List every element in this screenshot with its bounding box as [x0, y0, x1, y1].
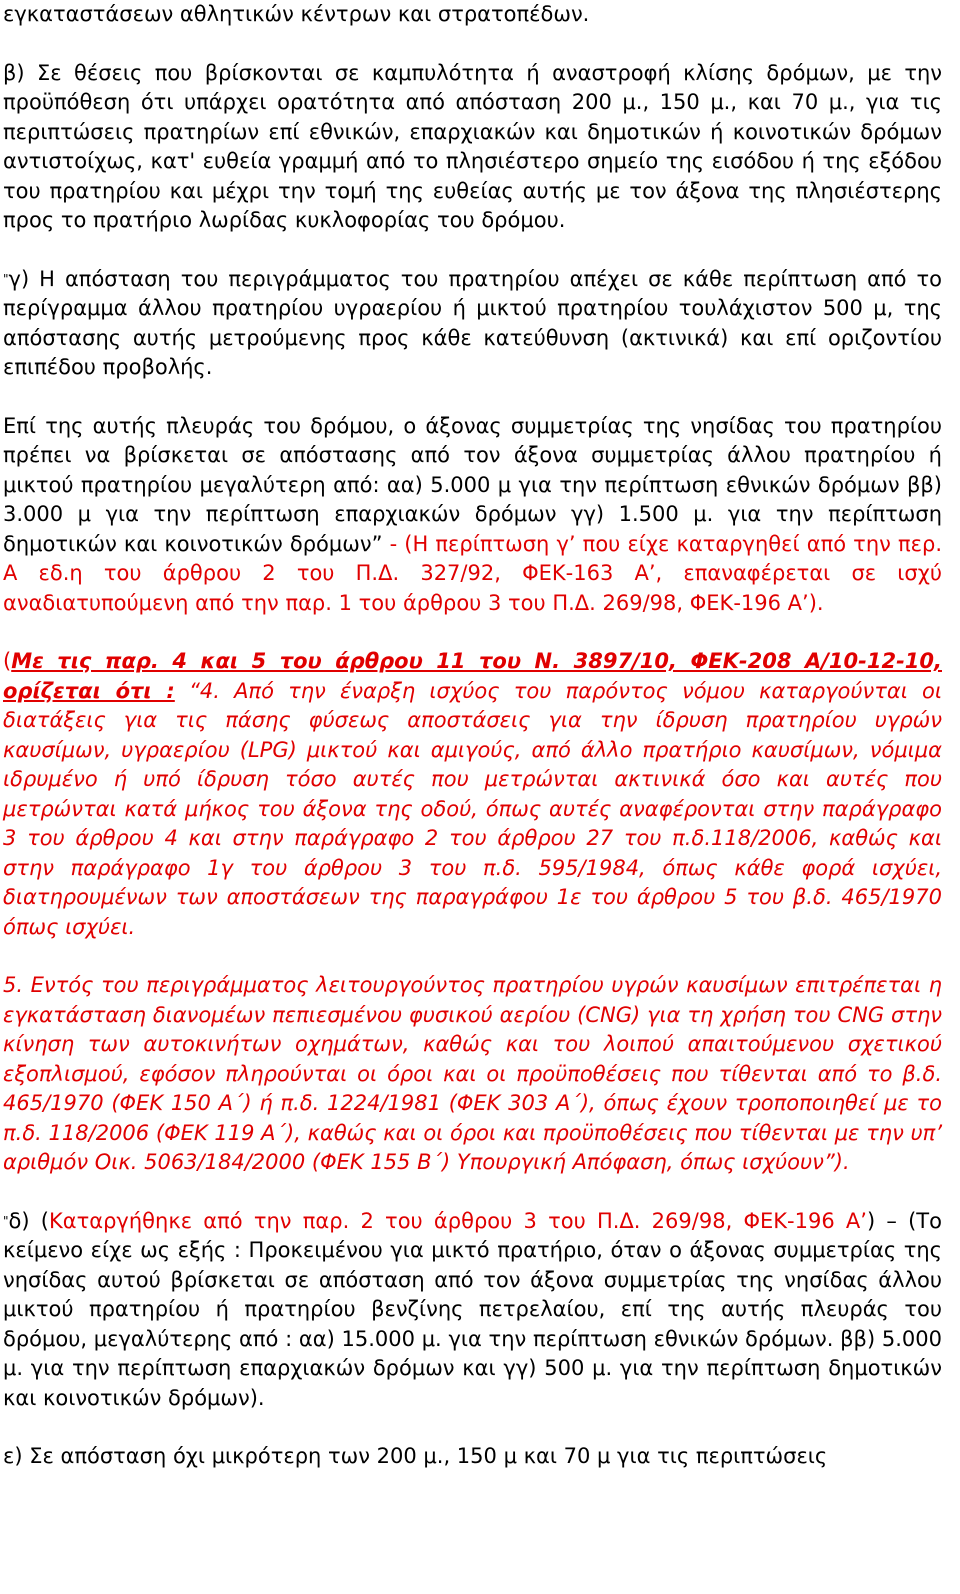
text-line-intro [3, 0, 942, 30]
paragraph-d-text: ) – (Το κείμενο είχε ως εξής : Προκειμένου για μικτό πρατήριο, όταν ο άξονας συμμετρίας της νησίδας αυτού βρίσκεται σε απόσταση από τον άξονα συμμετρίας της νησίδας άλλου μικτού πρατηρίου ή πρατηρίου βενζίνης πετρελαίου, επί της αυτής πλευράς του δρόμου, μεγαλύτερης από : αα) 15.000 μ. για την περίπτωση εθνικών δρόμων. ββ) 5.000 μ. για την περίπτωση επαρχιακών δρόμων και γγ) 500 μ. για την περίπτωση δημοτικών και κοινοτικών δρόμων). [3, 1208, 942, 1410]
paragraph-d-repeal-note: Καταργήθηκε από την παρ. 2 του άρθρου 3 του Π.Δ. 269/98, ΦΕΚ-196 Α’ [49, 1208, 867, 1233]
paragraph-gap [3, 942, 942, 971]
law-3897-paragraph-5 [3, 971, 942, 1178]
paragraph-gap [3, 1178, 942, 1207]
paragraph-d-prefix: δ) ( [8, 1208, 49, 1233]
paragraph-gap [3, 1413, 942, 1442]
paragraph-c [3, 265, 942, 383]
paragraph-b-text: β) Σε θέσεις που βρίσκονται σε καμπυλότητα ή αναστροφή κλίσης δρόμων, με την προϋπόθεση ότι υπάρχει ορατότητα από απόσταση 200 μ., 150 μ., και 70 μ., για τις περιπτώσεις πρατηρίων επί εθνικών, επαρχιακών και δημοτικών ή κοινοτικών δρόμων αντιστοίχως, κατ' ευθεία γραμμή από το πλησιέστερο σημείο της εισόδου ή της εξόδου του πρατηρίου και μέχρι την τομή της ευθείας αυτής με τον άξονα της πλησιέστερης προς το πρατήριο λωρίδας κυκλοφορίας του δρόμου. [3, 60, 942, 232]
paragraph-gap [3, 30, 942, 59]
same-side-amendment-note: - (Η περίπτωση γ’ που είχε καταργηθεί από την περ. Α εδ.η του άρθρου 2 του Π.Δ. 327/92, ΦΕΚ-163 Α’, επαναφέρεται σε ισχύ αναδιατυπούμενη από την παρ. 1 του άρθρου 3 του Π.Δ. 269/98, ΦΕΚ-196 Α’). [3, 531, 942, 615]
paragraph-e [3, 1442, 942, 1472]
paragraph-e-text: ε) Σε απόσταση όχι μικρότερη των 200 μ., 150 μ και 70 μ για τις περιπτώσεις [3, 1444, 828, 1468]
same-side-text: Επί της αυτής πλευράς του δρόμου, ο άξονας συμμετρίας της νησίδας του πρατηρίου πρέπει να βρίσκεται σε απόστασης από τον άξονα συμμετρίας άλλου πρατηρίου ή μικτού πρατηρίου μεγαλύτερη από: αα) 5.000 μ για την περίπτωση εθνικών δρόμων ββ) 3.000 μ για την περίπτωση επαρχιακών δρόμων γγ) 1.500 μ. για την περίπτωση δημοτικών και κοινοτικών δρόμων” [3, 413, 942, 556]
paragraph-d [3, 1207, 942, 1414]
paragraph-gap [3, 236, 942, 265]
law-paragraph-4-text: “4. Από την έναρξη ισχύος του παρόντος νόμου καταργούνται οι διατάξεις για τις πάσης φύσεως αποστάσεις για την ίδρυση πρατηρίου υγρών καυσίμων, υγραερίου (LPG) μικτού και αμιγούς, από άλλο πρατήριο καυσίμων, νόμιμα ιδρυμένο ή υπό ίδρυση τόσο αυτές που μετρώνται ακτινικά όσο και αυτές που μετρώνται κατά μήκος του άξονα της οδού, όπως αυτές αναφέρονται στην παράγραφο 3 του άρθρου 4 και στην παράγραφο 2 του άρθρου 27 του π.δ.118/2006, καθώς και στην παράγραφο 1γ του άρθρου 3 του π.δ. 595/1984, όπως κάθε φορά ισχύει, διατηρουμένων των αποστάσεων της παραγράφου 1ε του άρθρου 5 του β.δ. 465/1970 όπως ισχύει. [3, 678, 942, 939]
quote-mark: " [3, 1213, 9, 1228]
paragraph-same-side [3, 412, 942, 619]
law-open-paren: ( [3, 649, 12, 673]
paragraph-b [3, 59, 942, 236]
intro-text: εγκαταστάσεων αθλητικών κέντρων και στρατοπέδων. [3, 2, 590, 26]
paragraph-gap [3, 618, 942, 647]
paragraph-gap [3, 383, 942, 412]
law-3897-paragraph-4 [3, 647, 942, 942]
law-paragraph-5-text: 5. Εντός του περιγράμματος λειτουργούντος πρατηρίου υγρών καυσίμων επιτρέπεται η εγκατάσταση διανομέων πεπιεσμένου φυσικού αερίου (CNG) για τη χρήση του CNG στην κίνηση των αυτοκινήτων οχημάτων, καθώς και του λοιπού απαιτούμενου σχετικού εξοπλισμού, εφόσον πληρούνται οι όροι και οι προϋποθέσεις που τίθενται από το β.δ. 465/1970 (ΦΕΚ 150 Α΄) ή π.δ. 1224/1981 (ΦΕΚ 303 Α΄), όπως έχουν τροποποιηθεί με το π.δ. 118/2006 (ΦΕΚ 119 Α΄), καθώς και οι όροι και προϋποθέσεις που τίθενται με την υπ’ αριθμόν Οικ. 5063/184/2000 (ΦΕΚ 155 Β΄) Υπουργική Απόφαση, όπως ισχύουν”). [3, 973, 942, 1174]
law-reference: Με τις παρ. 4 και 5 του άρθρου 11 του Ν. 3897/10, ΦΕΚ-208 Α/10-12-10, ορίζεται ότι : [3, 649, 942, 703]
quote-mark: " [3, 271, 9, 286]
paragraph-c-text: γ) Η απόσταση του περιγράμματος του πρατηρίου απέχει σε κάθε περίπτωση από το περίγραμμα άλλου πρατηρίου υγραερίου ή μικτού πρατηρίου τουλάχιστον 500 μ, της απόστασης αυτής μετρούμενης προς κάθε κατεύθυνση (ακτινικά) και επί οριζοντίου επιπέδου προβολής. [3, 266, 942, 379]
